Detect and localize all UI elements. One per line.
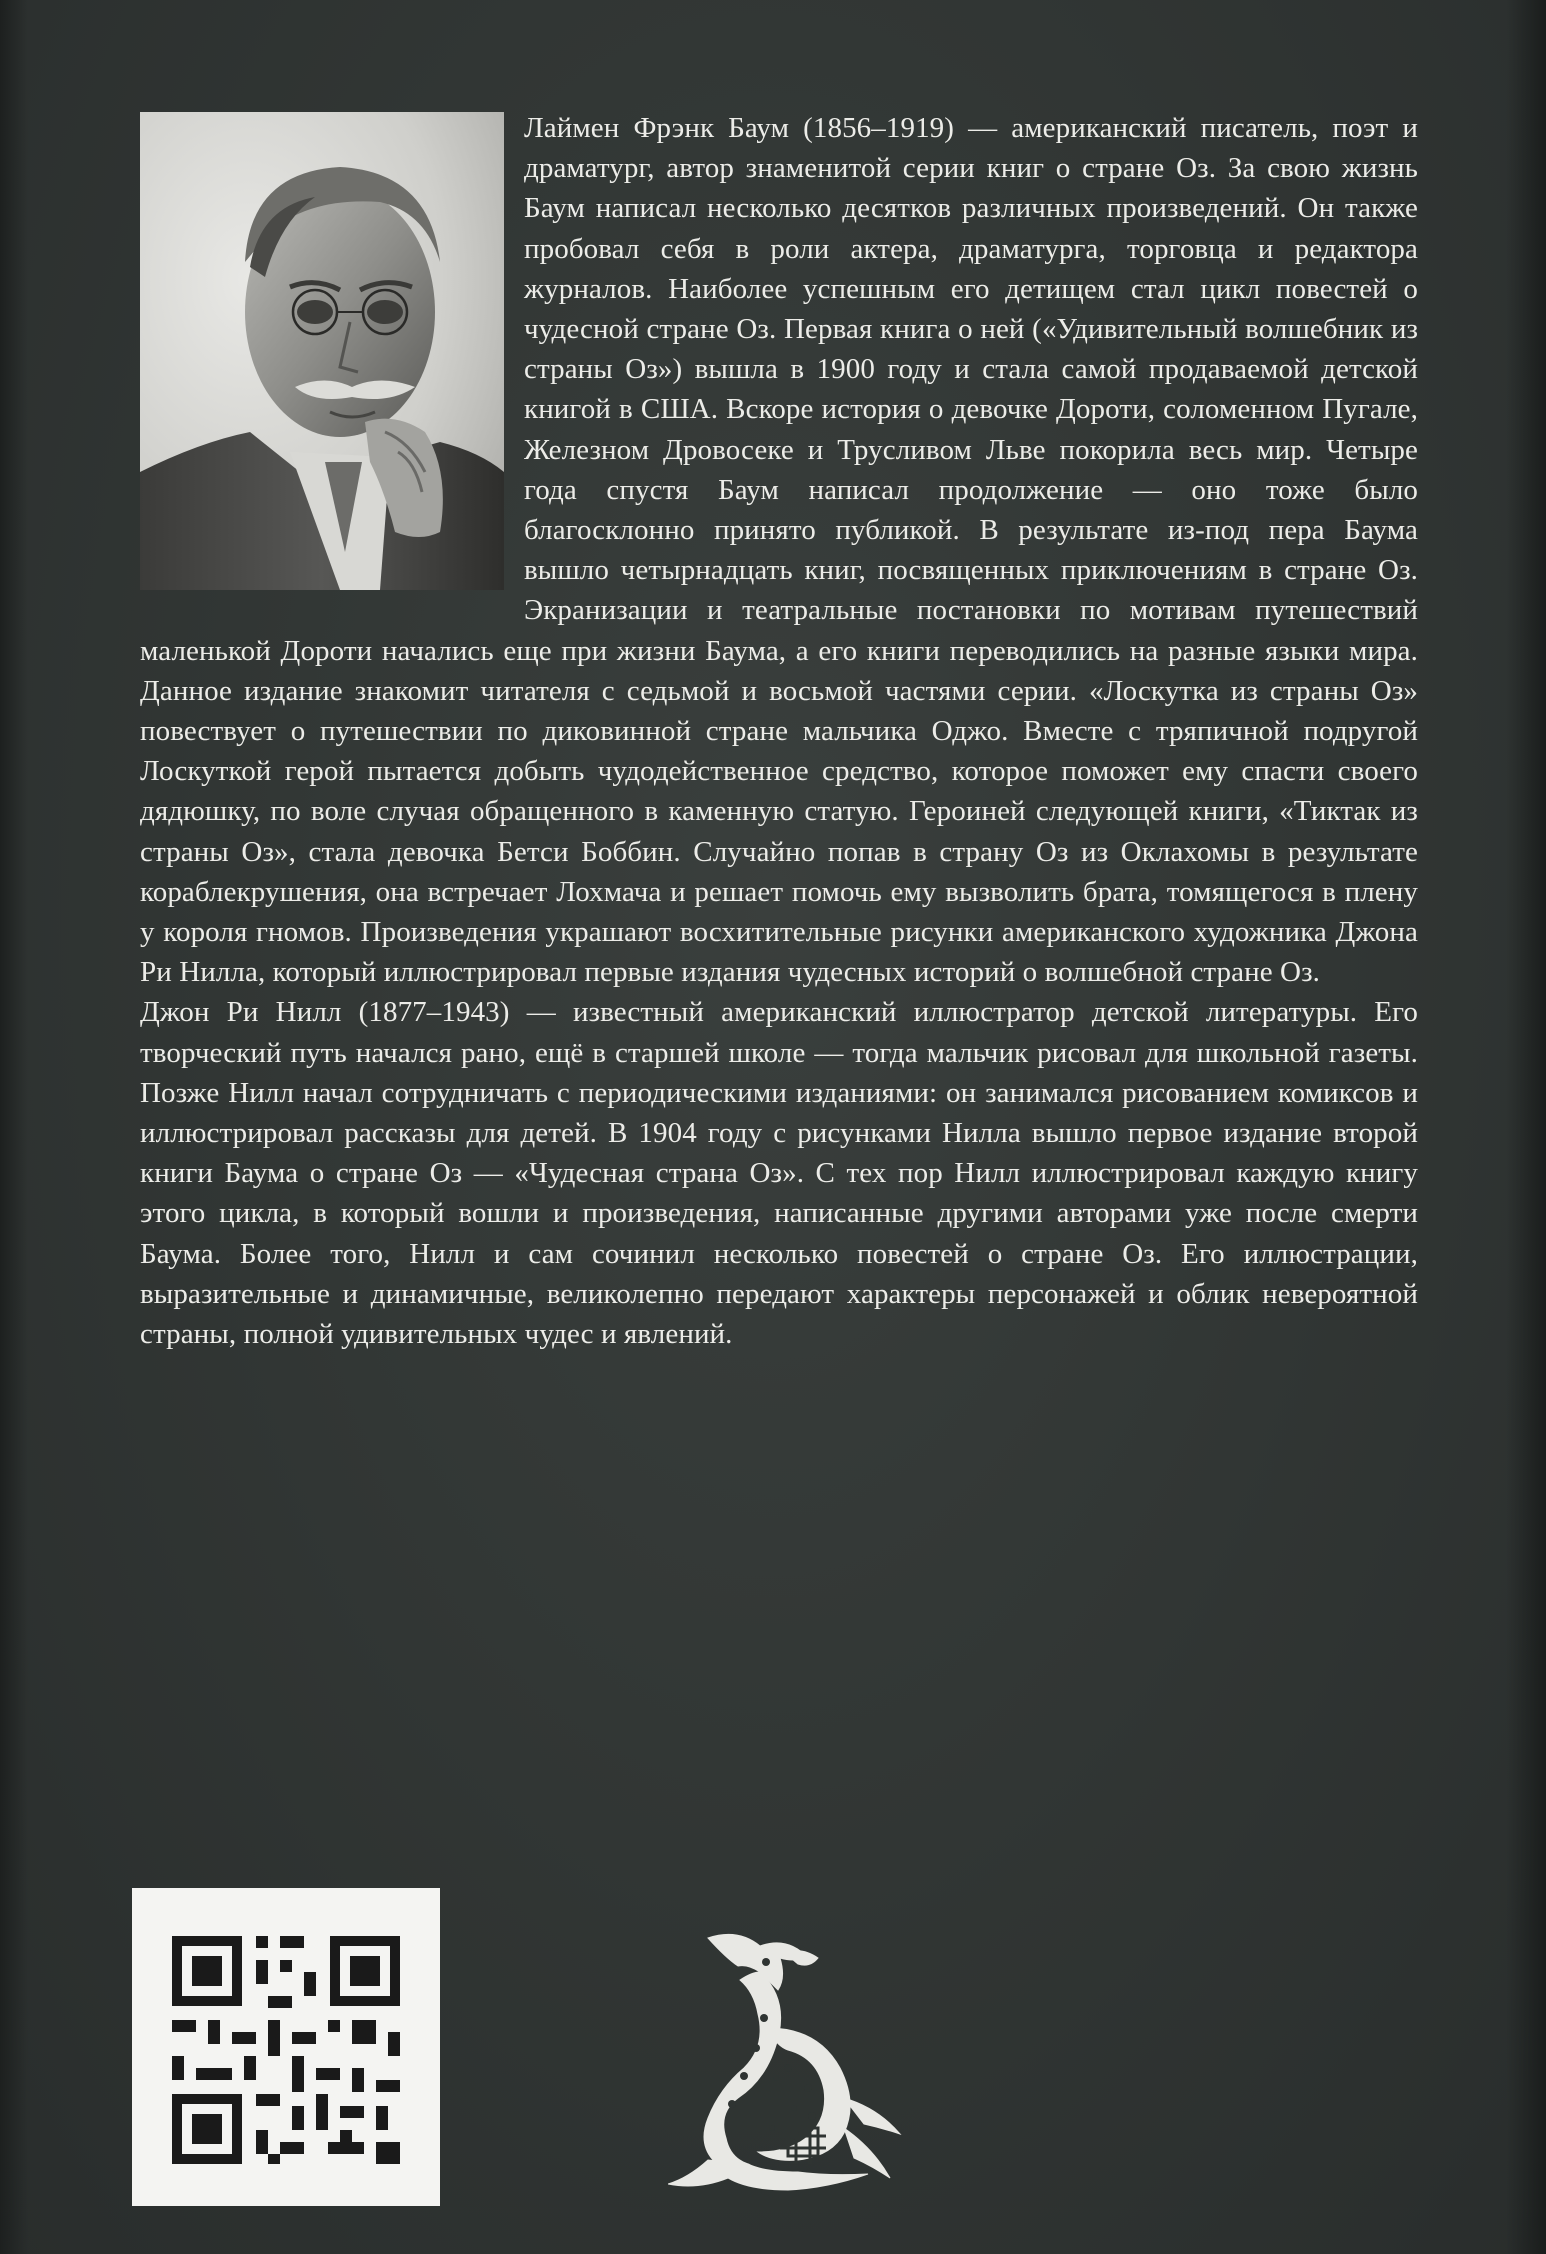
dragon-emblem-icon — [668, 1928, 916, 2196]
publisher-emblem — [668, 1928, 916, 2196]
qr-code[interactable] — [132, 1888, 440, 2206]
author-biography-paragraph: Лаймен Фрэнк Баум (1856–1919) — американский писатель, поэт и драматург, автор знаменитой серии книг о стране Оз. За свою жизнь Баум написал несколько десятков различных произведений. Он также пробовал себя в роли актера, драматурга, торговца и редактора журналов. Наиболее успешным его детищем стал цикл повестей о чудесной стране Оз. Первая книга о ней («Удивительный волшебник из страны Оз») вышла в 1900 году и стала самой продаваемой детской книгой в США. Вскоре история о девочке Дороти, соломенном Пугале, Железном Дровосеке и Трусливом Льве покорила весь мир. Четыре года спустя Баум написал продолжение — оно тоже было благосклонно принято публикой. В результате из-под пера Баума вышло четырнадцать книг, посвященных приключениям в стране Оз. Экранизации и театральные постановки по мотивам путешествий маленькой Дороти начались еще при жизни Баума, а его книги переводились на разные языки мира. Данное издание знакомит читателя с седьмой и восьмой частями серии. «Лоскутка из страны Оз» повествует о путешествии по диковинной стране мальчика Оджо. Вместе с тряпичной подругой Лоскуткой герой пытается добыть чудодейственное средство, которое поможет ему спасти своего дядюшку, по воле случая обращенного в каменную статую. Героиней следующей книги, «Тиктак из страны Оз», стала девочка Бетси Боббин. Случайно попав в страну Оз из Оклахомы в результате кораблекрушения, она встречает Лохмача и решает помочь ему вызволить брата, томящегося в плену у короля гномов. Произведения украшают восхитительные рисунки американского художника Джона Ри Нилла, который иллюстрировал первые издания чудесных историй о волшебной стране Оз. — [140, 112, 1418, 989]
qr-code-icon — [132, 1888, 440, 2206]
description-text — [140, 108, 1418, 1354]
illustrator-biography-paragraph: Джон Ри Нилл (1877–1943) — известный американский иллюстратор детской литературы. Его творческий путь начался рано, ещё в старшей школе — тогда мальчик рисовал для школьной газеты. Позже Нилл начал сотрудничать с периодическими изданиями: он занимался рисованием комиксов и иллюстрировал рассказы для детей. В 1904 году с рисунками Нилла вышло первое издание второй книги Баума о стране Оз — «Чудесная страна Оз». С тех пор Нилл иллюстрировал каждую книгу этого цикла, в который вошли и произведения, написанные другими авторами уже после смерти Баума. Более того, Нилл и сам сочинил несколько повестей о стране Оз. Его иллюстрации, выразительные и динамичные, великолепно передают характеры персонажей и облик невероятной страны, полной удивительных чудес и явлений. — [140, 996, 1418, 1351]
